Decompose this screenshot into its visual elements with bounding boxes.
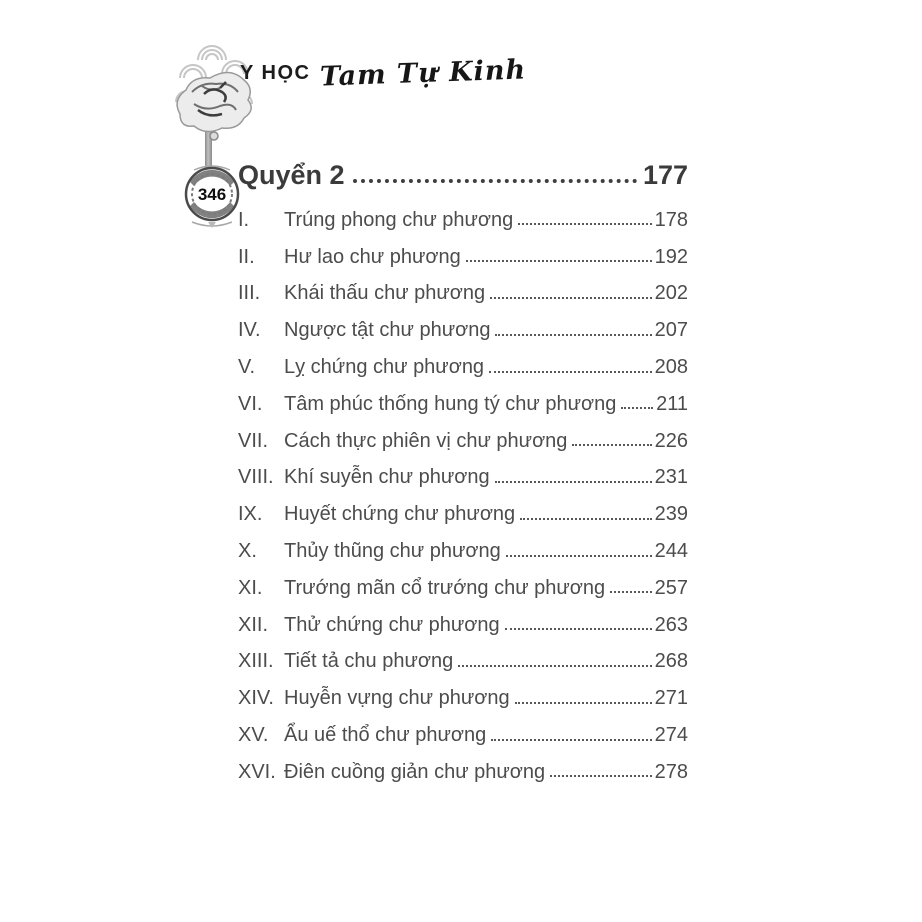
toc-row — [238, 423, 688, 460]
toc-heading — [238, 158, 688, 192]
toc-row — [238, 607, 688, 644]
book-brand-title — [240, 54, 528, 93]
brand-prefix: Y HỌC — [240, 62, 311, 84]
toc-row — [238, 533, 688, 570]
toc-row-page: 263 — [654, 613, 688, 636]
toc-row-numeral: VII. — [238, 429, 269, 452]
toc-row-page: 274 — [654, 724, 688, 747]
toc-row-page: 268 — [654, 650, 688, 673]
brand-script: Tam Tự Kinh — [320, 54, 528, 93]
table-of-contents — [238, 158, 688, 791]
dotted-leader — [520, 518, 651, 520]
toc-row — [238, 644, 688, 681]
toc-row-page: 207 — [654, 319, 688, 342]
toc-row — [238, 239, 688, 276]
toc-row-numeral: XI. — [238, 576, 263, 599]
dotted-leader — [505, 628, 652, 630]
toc-row — [238, 754, 688, 791]
toc-row-title: Thử chứng chư phương — [284, 613, 500, 636]
toc-row-title: Ẩu uế thổ chư phương — [284, 724, 487, 747]
toc-row-page: 278 — [654, 760, 688, 783]
toc-heading-label: Quyển 2 — [238, 159, 345, 190]
badge-number: 346 — [197, 185, 227, 204]
toc-row-title: Thủy thũng chư phương — [284, 540, 501, 563]
toc-row-page: 208 — [654, 356, 688, 379]
toc-row-numeral: XVI. — [238, 760, 276, 783]
toc-row-numeral: XII. — [238, 613, 269, 636]
toc-row-page: 244 — [654, 540, 688, 563]
toc-rows — [238, 202, 688, 791]
toc-row-numeral: XIV. — [238, 687, 274, 710]
toc-row — [238, 570, 688, 607]
toc-row-title: Trúng phong chư phương — [284, 208, 514, 231]
dotted-leader — [353, 179, 637, 183]
toc-row-title: Lỵ chứng chư phương — [284, 356, 485, 379]
toc-row-numeral: II. — [238, 245, 255, 268]
dotted-leader — [610, 591, 651, 593]
dotted-leader — [490, 297, 651, 299]
toc-row-numeral: XV. — [238, 724, 269, 747]
toc-row-numeral: I. — [238, 208, 250, 231]
dotted-leader — [495, 334, 651, 336]
dotted-leader — [491, 739, 651, 741]
toc-row-page: 178 — [654, 208, 688, 231]
toc-row-numeral: VI. — [238, 392, 263, 415]
toc-row — [238, 386, 688, 423]
toc-row — [238, 312, 688, 349]
toc-heading-page: 177 — [642, 159, 688, 190]
toc-row-title: Tiết tả chu phương — [284, 650, 454, 673]
page-number-medallion-icon — [182, 160, 242, 235]
toc-row-numeral: V. — [238, 356, 256, 379]
toc-row-numeral: III. — [238, 282, 261, 305]
toc-row-numeral: XIII. — [238, 650, 274, 673]
toc-row-title: Trướng mãn cổ trướng chư phương — [284, 576, 606, 599]
toc-row-title: Huyễn vựng chư phương — [284, 687, 510, 710]
toc-row-title: Khái thấu chư phương — [284, 282, 486, 305]
toc-row — [238, 202, 688, 239]
dotted-leader — [495, 481, 652, 483]
dotted-leader — [489, 371, 652, 373]
toc-row-title: Tâm phúc thống hung tý chư phương — [284, 392, 617, 415]
toc-row-page: 239 — [654, 503, 688, 526]
toc-row — [238, 276, 688, 313]
dotted-leader — [550, 775, 651, 777]
toc-row-numeral: IX. — [238, 503, 263, 526]
dotted-leader — [466, 260, 652, 262]
toc-row-title: Điên cuồng giản chư phương — [284, 760, 546, 783]
toc-row-page: 231 — [654, 466, 688, 489]
toc-row-title: Cách thực phiên vị chư phương — [284, 429, 568, 452]
toc-row-page: 226 — [654, 429, 688, 452]
toc-row-page: 211 — [656, 392, 688, 415]
dotted-leader — [572, 444, 651, 446]
dotted-leader — [518, 223, 651, 225]
toc-row-title: Ngược tật chư phương — [284, 319, 491, 342]
toc-row-numeral: IV. — [238, 319, 261, 342]
toc-row — [238, 496, 688, 533]
toc-row — [238, 460, 688, 497]
toc-row-title: Hư lao chư phương — [284, 245, 461, 268]
toc-row-page: 202 — [654, 282, 688, 305]
dotted-leader — [621, 407, 653, 409]
dotted-leader — [458, 665, 651, 667]
toc-row-title: Khí suyễn chư phương — [284, 466, 490, 489]
dotted-leader — [515, 702, 652, 704]
toc-row-page: 271 — [654, 687, 688, 710]
toc-row-numeral: VIII. — [238, 466, 274, 489]
toc-row-page: 257 — [654, 576, 688, 599]
toc-row — [238, 349, 688, 386]
toc-row-title: Huyết chứng chư phương — [284, 503, 516, 526]
dotted-leader — [506, 555, 652, 557]
toc-row — [238, 680, 688, 717]
toc-row-page: 192 — [654, 245, 688, 268]
toc-row-numeral: X. — [238, 540, 257, 563]
toc-row — [238, 717, 688, 754]
